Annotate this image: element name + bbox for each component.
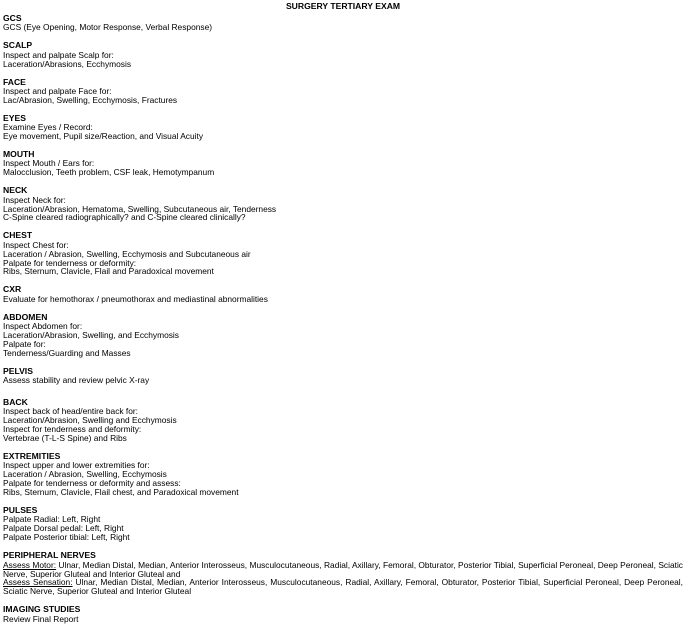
section-heading: PELVIS (3, 365, 33, 376)
section-line: Laceration/Abrasions, Ecchymosis (3, 58, 132, 69)
section-line: Eye movement, Pupil size/Reaction, and Visual Acuity (3, 131, 204, 142)
section-line: Inspect and palpate Scalp for: (3, 49, 114, 60)
section-line: Palpate Posterior tibial: Left, Right (3, 532, 130, 543)
section-line: Laceration / Abrasion, Swelling, Ecchymosis and Subcutaneous air (3, 248, 251, 259)
section-line: Evaluate for hemothorax / pneumothorax and mediastinal abnormalities (3, 293, 268, 304)
assess-sensation-paragraph (3, 578, 683, 596)
section-line: GCS (Eye Opening, Motor Response, Verbal Response) (3, 22, 213, 33)
section-line: Inspect back of head/entire back for: (3, 406, 139, 417)
section-line: Inspect Mouth / Ears for: (3, 158, 95, 169)
section-heading: MOUTH (3, 148, 35, 159)
section-line: Inspect Abdomen for: (3, 321, 83, 332)
section-back (3, 398, 683, 443)
section-line: Lac/Abrasion, Swelling, Ecchymosis, Fractures (3, 94, 178, 105)
section-scalp (3, 41, 683, 68)
section-line: Laceration/Abrasion, Swelling and Ecchymosis (3, 415, 177, 426)
section-heading: CXR (3, 284, 22, 295)
section-line: Palpate Radial: Left, Right (3, 514, 101, 525)
assess-motor-label: Assess Motor: (3, 559, 57, 570)
assess-sensation-text: Ulnar, Median Distal, Median, Anterior Interosseus, Musculocutaneous, Radial, Axillary, Femoral, Obturator, Posterior Tibial, Superficial Peroneal, Deep Peroneal, Sciatic Nerve, Superior Gluteal and Interior Gluteal (3, 577, 683, 597)
assess-sensation-label: Assess Sensation: (3, 577, 73, 588)
section-line: Palpate Dorsal pedal: Left, Right (3, 523, 124, 534)
section-heading: PERIPHERAL NERVES (3, 550, 96, 561)
section-pelvis (3, 367, 683, 385)
section-heading: CHEST (3, 230, 33, 241)
section-heading: SCALP (3, 40, 33, 51)
assess-motor-paragraph (3, 561, 683, 579)
section-extremities (3, 452, 683, 497)
section-heading: EXTREMITIES (3, 451, 61, 462)
section-line: Inspect for tenderness and deformity: (3, 424, 142, 435)
section-mouth (3, 150, 683, 177)
section-line: Review Final Report (3, 613, 79, 624)
section-line: Palpate for: (3, 338, 46, 349)
section-line: Malocclusion, Teeth problem, CSF leak, Hemotympanum (3, 167, 215, 178)
section-heading: BACK (3, 397, 28, 407)
document-title: SURGERY TERTIARY EXAM (285, 1, 401, 11)
section-heading: EYES (3, 112, 26, 123)
section-line: Ribs, Sternum, Clavicle, Flail chest, and Paradoxical movement (3, 487, 239, 498)
section-heading: ABDOMEN (3, 311, 48, 322)
section-heading: IMAGING STUDIES (3, 604, 81, 615)
section-heading: PULSES (3, 505, 38, 516)
section-eyes (3, 114, 683, 141)
section-gcs (3, 14, 683, 32)
section-cxr (3, 285, 683, 303)
section-abdomen (3, 313, 683, 358)
section-line: Laceration/Abrasion, Swelling, and Ecchymosis (3, 329, 179, 340)
section-heading: GCS (3, 13, 22, 23)
section-line: Ribs, Sternum, Clavicle, Flail and Paradoxical movement (3, 266, 214, 277)
section-line: Inspect Chest for: (3, 239, 69, 250)
assess-motor-text: Ulnar, Median Distal, Median, Anterior Interosseus, Musculocutaneous, Radial, Axillary, Femoral, Obturator, Posterior Tibial, Superficial Peroneal, Deep Peroneal, Sciatic Nerve, Superior Gluteal and Interior Gluteal and (3, 559, 683, 579)
section-line: Examine Eyes / Record: (3, 122, 93, 133)
section-line: C-Spine cleared radiographically? and C-Spine cleared clinically? (3, 212, 246, 223)
section-pulses (3, 506, 683, 542)
section-line: Laceration / Abrasion, Swelling, Ecchymosis (3, 469, 167, 480)
section-line: Tenderness/Guarding and Masses (3, 347, 131, 358)
section-chest (3, 231, 683, 276)
section-line: Inspect Neck for: (3, 194, 66, 205)
document-page (3, 2, 683, 633)
section-line: Inspect upper and lower extremities for: (3, 460, 150, 471)
section-face (3, 78, 683, 105)
section-heading: NECK (3, 185, 28, 196)
section-line: Palpate for tenderness or deformity: (3, 257, 137, 268)
section-line: Assess stability and review pelvic X-ray (3, 375, 150, 386)
section-neck (3, 186, 683, 222)
section-heading: FACE (3, 76, 26, 87)
section-line: Inspect and palpate Face for: (3, 85, 112, 96)
section-peripheral-nerves (3, 551, 683, 596)
section-line: Palpate for tenderness or deformity and assess: (3, 478, 181, 489)
section-line: Laceration/Abrasion, Hematoma, Swelling, Subcutaneous air, Tenderness (3, 203, 277, 214)
section-line: Vertebrae (T-L-S Spine) and Ribs (3, 433, 127, 444)
